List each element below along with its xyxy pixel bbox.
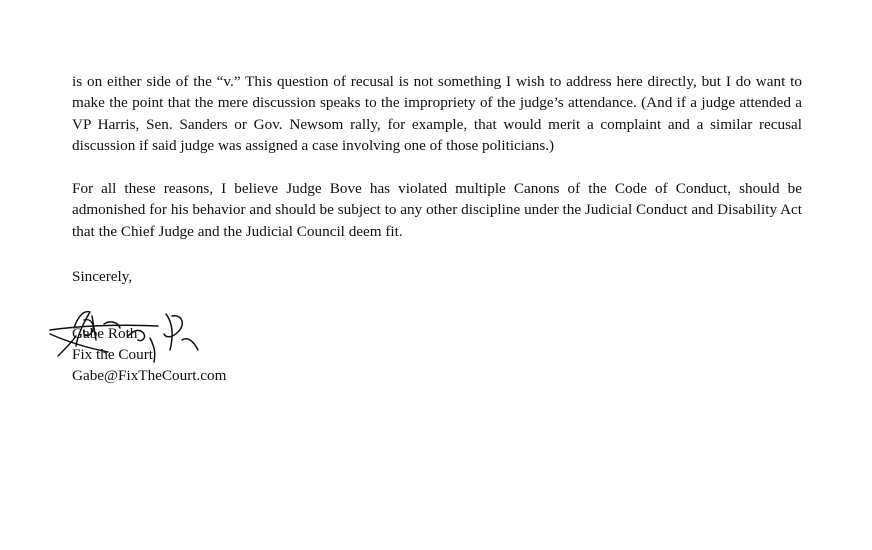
handwritten-signature [48, 302, 208, 377]
body-paragraph-1: is on either side of the “v.” This question of recusal is not something I wish to address here directly, but I do want to make the point that the mere discussion speaks to the impropriety of the judge’s attendance. (And if a judge attended a VP Harris, Sen. Sanders or Gov. Newsom rally, for example, that would merit a complaint and a similar recusal discussion if said judge was assigned a case involving one of those politicians.) [72, 73, 802, 155]
signer-name: Gabe Roth [72, 325, 138, 342]
signer-organization: Fix the Court [72, 346, 154, 363]
body-paragraph-2: For all these reasons, I believe Judge Bove has violated multiple Canons of the Code of Conduct, should be admonished for his behavior and should be subject to any other discipline under the Judicial Conduct and Disability Act that the Chief Judge and the Judicial Council deem fit. [72, 180, 802, 240]
closing-salutation: Sincerely, [72, 268, 133, 285]
signer-email: Gabe@FixTheCourt.com [72, 367, 227, 384]
